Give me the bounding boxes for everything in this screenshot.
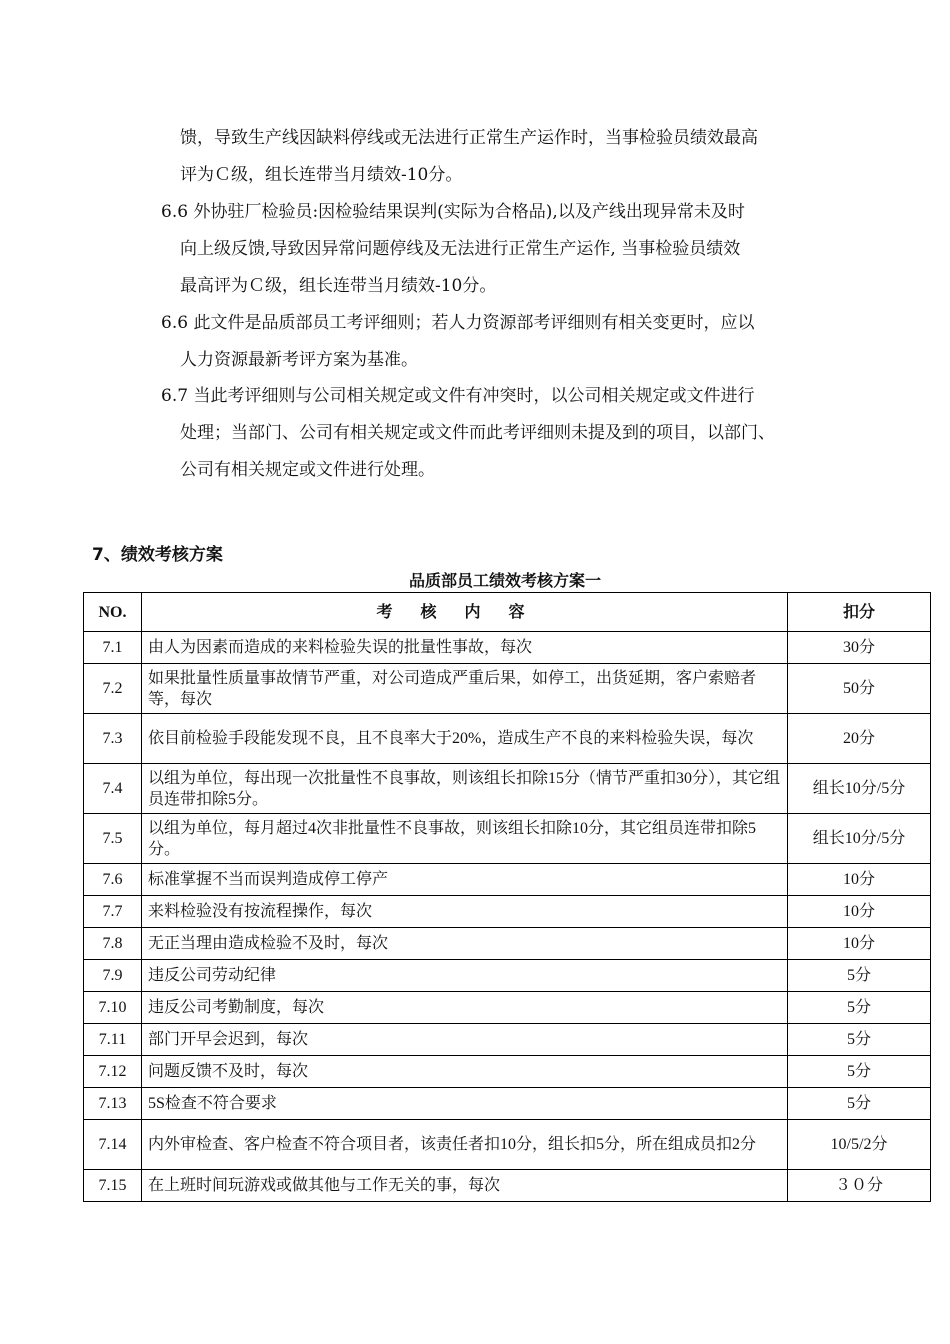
row-content: 内外审检查、客户检查不符合项目者，该责任者扣10分，组长扣5分，所在组成员扣2分 xyxy=(142,1120,788,1170)
table-header-row xyxy=(84,593,931,632)
row-content: 依目前检验手段能发现不良，且不良率大于20%，造成生产不良的来料检验失误，每次 xyxy=(142,714,788,764)
table-row xyxy=(84,864,931,896)
table-row xyxy=(84,1056,931,1088)
table-row xyxy=(84,1170,931,1202)
row-score: ３０分 xyxy=(788,1170,931,1202)
paragraph-line: 6.7 当此考评细则与公司相关规定或文件有冲突时，以公司相关规定或文件进行 xyxy=(161,386,755,406)
header-content: 考核内容 xyxy=(142,593,788,632)
paragraph-line: 人力资源最新考评方案为基准。 xyxy=(180,350,418,370)
paragraph-line: 最高评为Ｃ级，组长连带当月绩效-10分。 xyxy=(180,276,497,296)
table-row xyxy=(84,960,931,992)
row-content: 违反公司考勤制度，每次 xyxy=(142,992,788,1024)
paragraph-line: 评为Ｃ级，组长连带当月绩效-10分。 xyxy=(180,165,463,185)
row-score: 10分 xyxy=(788,928,931,960)
row-score: 组长10分/5分 xyxy=(788,764,931,814)
table-row xyxy=(84,814,931,864)
row-no: 7.7 xyxy=(84,896,142,928)
row-score: 5分 xyxy=(788,1056,931,1088)
table-body xyxy=(84,632,931,1202)
header-no: NO. xyxy=(84,593,142,632)
table-row xyxy=(84,928,931,960)
header-score: 扣分 xyxy=(788,593,931,632)
paragraph-line: 6.6 此文件是品质部员工考评细则；若人力资源部考评细则有相关变更时，应以 xyxy=(161,313,755,333)
row-content: 以组为单位，每月超过4次非批量性不良事故，则该组长扣除10分，其它组员连带扣除5分。 xyxy=(142,814,788,864)
row-content: 部门开早会迟到，每次 xyxy=(142,1024,788,1056)
table-row xyxy=(84,896,931,928)
row-score: 20分 xyxy=(788,714,931,764)
row-no: 7.13 xyxy=(84,1088,142,1120)
row-content: 5S检查不符合要求 xyxy=(142,1088,788,1120)
row-no: 7.15 xyxy=(84,1170,142,1202)
row-score: 5分 xyxy=(788,1024,931,1056)
row-no: 7.8 xyxy=(84,928,142,960)
row-no: 7.10 xyxy=(84,992,142,1024)
row-content: 如果批量性质量事故情节严重，对公司造成严重后果，如停工，出货延期，客户索赔者等，每次 xyxy=(142,664,788,714)
paragraph-line: 6.6 外协驻厂检验员:因检验结果误判(实际为合格品),以及产线出现异常未及时 xyxy=(161,202,745,222)
row-no: 7.6 xyxy=(84,864,142,896)
row-score: 50分 xyxy=(788,664,931,714)
table-row xyxy=(84,1024,931,1056)
row-no: 7.2 xyxy=(84,664,142,714)
row-content: 由人为因素而造成的来料检验失误的批量性事故，每次 xyxy=(142,632,788,664)
row-no: 7.1 xyxy=(84,632,142,664)
paragraph-line: 公司有相关规定或文件进行处理。 xyxy=(180,460,435,480)
row-content: 标准掌握不当而误判造成停工停产 xyxy=(142,864,788,896)
table-row xyxy=(84,664,931,714)
row-score: 30分 xyxy=(788,632,931,664)
row-no: 7.9 xyxy=(84,960,142,992)
row-content: 在上班时间玩游戏或做其他与工作无关的事，每次 xyxy=(142,1170,788,1202)
row-no: 7.3 xyxy=(84,714,142,764)
row-content: 来料检验没有按流程操作，每次 xyxy=(142,896,788,928)
row-score: 5分 xyxy=(788,1088,931,1120)
row-score: 10分 xyxy=(788,896,931,928)
row-score: 10/5/2分 xyxy=(788,1120,931,1170)
row-content: 以组为单位，每出现一次批量性不良事故，则该组长扣除15分（情节严重扣30分），其它组员连带扣除5分。 xyxy=(142,764,788,814)
row-no: 7.4 xyxy=(84,764,142,814)
table-row xyxy=(84,1088,931,1120)
row-score: 组长10分/5分 xyxy=(788,814,931,864)
paragraph-line: 向上级反馈,导致因异常问题停线及无法进行正常生产运作, 当事检验员绩效 xyxy=(180,239,741,259)
assessment-table xyxy=(83,592,931,1202)
row-score: 5分 xyxy=(788,960,931,992)
row-no: 7.5 xyxy=(84,814,142,864)
table-row xyxy=(84,764,931,814)
table-row xyxy=(84,632,931,664)
row-score: 5分 xyxy=(788,992,931,1024)
paragraph-line: 处理；当部门、公司有相关规定或文件而此考评细则未提及到的项目，以部门、 xyxy=(180,423,775,443)
row-content: 违反公司劳动纪律 xyxy=(142,960,788,992)
table-title: 品质部员工绩效考核方案一 xyxy=(408,571,601,590)
section-title: 7、绩效考核方案 xyxy=(92,545,223,565)
table-row xyxy=(84,1120,931,1170)
row-no: 7.12 xyxy=(84,1056,142,1088)
table-row xyxy=(84,714,931,764)
row-no: 7.11 xyxy=(84,1024,142,1056)
table-row xyxy=(84,992,931,1024)
row-content: 问题反馈不及时，每次 xyxy=(142,1056,788,1088)
row-no: 7.14 xyxy=(84,1120,142,1170)
row-content: 无正当理由造成检验不及时，每次 xyxy=(142,928,788,960)
row-score: 10分 xyxy=(788,864,931,896)
paragraph-line: 馈，导致生产线因缺料停线或无法进行正常生产运作时，当事检验员绩效最高 xyxy=(180,128,758,148)
